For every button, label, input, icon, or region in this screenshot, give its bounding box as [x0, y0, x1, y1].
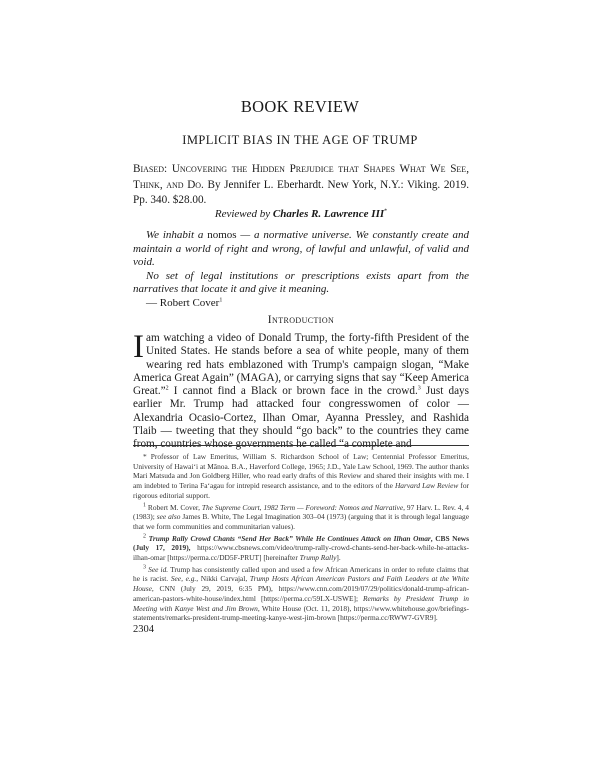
reviewer-name: Charles R. Lawrence III [272, 208, 385, 220]
footnote-1: $^1$ Robert M. Cover, The Supreme Court, 1982 Term — Foreword: Nomos and Narrative, 97 Harv. L. Rev. 4, 4 (1983); see also James B. White, The Legal Imagination 303–04 (1973) (arguing that it is through legal language that we form communities and communitarian values). [133, 502, 469, 531]
page-number: 2304 [133, 624, 154, 635]
nomos-word: nomos [207, 229, 237, 241]
footnote-ref-2: 2 [165, 385, 169, 392]
article-title: IMPLICIT BIAS IN THE AGE OF TRUMP [182, 133, 418, 147]
introduction-paragraph: Iam watching a video of Donald Trump, the forty-fifth President of the United States. He stands before a sea of white people, many of them wearing red hats emblazoned with Trump's campaign slogan, “Make America Great Again” (MAGA), or carrying signs that say “Keep America Great.”$^2$ I cannot find a Black or brown face in the crowd.$^3$ Just days earlier Mr. Trump had attacked four congresswomen of color — Alexandria Ocasio-Cortez, Ilhan Omar, Ayanna Pressley, and Rashida Tlaib — tweeting that they should “go back” to the countries they came from, countries whose governments he called “a complete and [133, 329, 470, 451]
footnote-ref-3: 3 [417, 385, 421, 392]
book-title: Biased: Uncovering the Hidden Prejudice that Shapes What We See, Think, and Do. [133, 163, 469, 191]
footnote-ref-1: 1 [219, 297, 223, 304]
footnotes [133, 452, 469, 625]
book-author-info: By Jennifer L. Eberhardt. New York, N.Y.: Viking. 2019. Pp. 340. $28.00. [133, 178, 469, 206]
footnote-3: $^3$ See id. Trump has consistently called upon and used a few African Americans in order to refute claims that he is racist. See, e.g., Nikki Carvajal, Trump Hosts African American Pastors and Faith Leaders at the White House, CNN (July 29, 2019, 6:35 PM), https://www.cnn.com/2019/07/29/politics/donald-trump-african-american-pastors-white-house/index.html [https://perma.cc/59LX-USWE]; Remarks by President Trump in Meeting with Kanye West and Jim Brown, White House (Oct. 11, 2018), https://www.whitehouse.gov/briefings-statements/remarks-president-trump-meeting-kanye-west-jim-brown [https://perma.cc/RWW7-GVR9]. [133, 564, 469, 623]
reviewer-prefix: Reviewed by [214, 208, 271, 220]
book-citation [133, 162, 469, 209]
reviewer-footnote-marker: * [384, 208, 388, 215]
footnote-star: * Professor of Law Emeritus, William S. Richardson School of Law; Centennial Professor Emeritus, University of Hawai‘i at Mānoa. B.A., Haverford College, 1965; J.D., Yale Law School, 1969. The author thanks Mari Matsuda and Jon Goldberg Hiller, who read early drafts of this Review and shared their insights with me. I am indebted to Terina Fa‘agau for intrepid research assistance, and to the editors of the Harvard Law Review for rigorous editorial support. [133, 452, 470, 500]
introduction-heading: Introduction [267, 314, 335, 326]
epigraph [133, 229, 469, 311]
epigraph-paragraph-2: No set of legal institutions or prescriptions exists apart from the narratives that locate it and give it meaning. [133, 269, 469, 296]
footnote-divider [133, 445, 469, 446]
epigraph-attribution: — Robert Cover$^1$ [146, 296, 223, 309]
reviewer-line [133, 208, 469, 220]
book-review-heading: BOOK REVIEW [240, 97, 360, 116]
drop-cap: I [133, 329, 144, 365]
epigraph-paragraph-1: We inhabit a nomos — a normative universe. We constantly create and maintain a world of right and wrong, of lawful and unlawful, of valid and void. [133, 229, 469, 269]
footnote-2: $^2$ Trump Rally Crowd Chants “Send Her Back” While He Continues Attack on Ilhan Omar, CBS News (July 17, 2019), https://www.cbsnews.com/video/trump-rally-crowd-chants-send-her-back-while-he-attacks-ilhan-omar [https://perma.cc/DD5F-PRUT] [hereinafter Trump Rally]. [133, 533, 469, 563]
